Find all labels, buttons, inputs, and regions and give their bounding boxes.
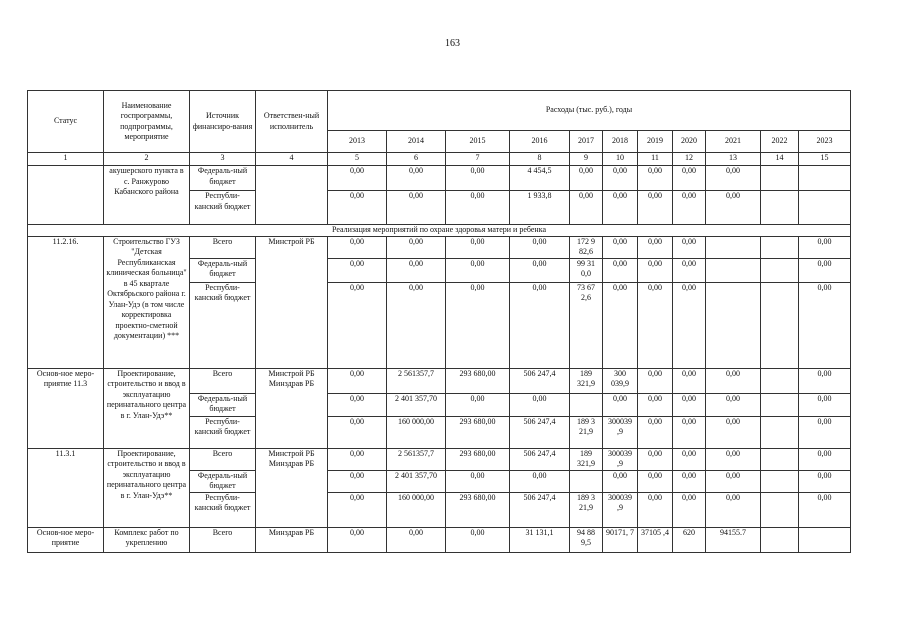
value-cell: 0,00 xyxy=(638,236,673,258)
value-cell: 506 247,4 xyxy=(510,416,570,448)
executor-cell: Минстрой РБ Минздрав РБ xyxy=(256,368,328,448)
value-cell xyxy=(706,282,761,368)
value-cell: 0,00 xyxy=(510,236,570,258)
value-cell: 0,00 xyxy=(638,282,673,368)
value-cell: 0,00 xyxy=(570,191,603,225)
table-row xyxy=(28,166,851,191)
value-cell xyxy=(761,258,799,282)
column-number: 12 xyxy=(673,153,706,166)
column-number: 9 xyxy=(570,153,603,166)
value-cell: 0,00 xyxy=(603,282,638,368)
value-cell: 0,00 xyxy=(673,492,706,527)
year-cell: 2018 xyxy=(603,131,638,153)
source-cell: Всего xyxy=(190,448,256,470)
value-cell: 0,00 xyxy=(799,492,851,527)
value-cell: 0,00 xyxy=(603,470,638,492)
value-cell: 0,00 xyxy=(446,393,510,416)
executor-cell xyxy=(256,166,328,225)
value-cell: 189 321,9 xyxy=(570,368,603,393)
value-cell: 506 247,4 xyxy=(510,448,570,470)
name-cell: Строительство ГУЗ "Детская Республиканская клиническая больница" в 45 квартале Октябрьского района г. Улан-Удэ (в том числе корректировка проектно-сметной документации) *** xyxy=(104,236,190,368)
value-cell: 0,00 xyxy=(387,191,446,225)
value-cell xyxy=(570,393,603,416)
value-cell: 0,00 xyxy=(510,282,570,368)
value-cell: 0,00 xyxy=(706,368,761,393)
value-cell: 0,00 xyxy=(446,527,510,552)
value-cell: 293 680,00 xyxy=(446,448,510,470)
value-cell: 620 xyxy=(673,527,706,552)
value-cell xyxy=(761,393,799,416)
value-cell: 0,00 xyxy=(387,527,446,552)
value-cell: 160 000,00 xyxy=(387,416,446,448)
value-cell: 0,00 xyxy=(387,166,446,191)
column-number: 6 xyxy=(387,153,446,166)
section-row xyxy=(28,225,851,237)
value-cell: 0,00 xyxy=(706,191,761,225)
value-cell: 293 680,00 xyxy=(446,492,510,527)
year-cell: 2020 xyxy=(673,131,706,153)
year-cell: 2022 xyxy=(761,131,799,153)
table-row xyxy=(28,448,851,470)
value-cell: 0,00 xyxy=(446,470,510,492)
value-cell: 0,00 xyxy=(638,492,673,527)
source-cell: Всего xyxy=(190,368,256,393)
value-cell: 506 247,4 xyxy=(510,492,570,527)
value-cell: 31 131,1 xyxy=(510,527,570,552)
value-cell: 0,00 xyxy=(638,416,673,448)
value-cell: 0,00 xyxy=(673,368,706,393)
value-cell: 300 039,9 xyxy=(603,368,638,393)
value-cell: 0,00 xyxy=(673,282,706,368)
header-executor: Ответствен-ный исполнитель xyxy=(256,91,328,153)
value-cell: 2 401 357,70 xyxy=(387,393,446,416)
value-cell: 0,00 xyxy=(673,258,706,282)
name-cell: Проектирование, строительство и ввод в эксплуатацию перинатального центра в г. Улан-Удэ** xyxy=(104,368,190,448)
value-cell: 2 561357,7 xyxy=(387,448,446,470)
value-cell: 99 31 0,0 xyxy=(570,258,603,282)
value-cell: 0,00 xyxy=(328,282,387,368)
value-cell xyxy=(761,416,799,448)
source-cell: Федераль-ный бюджет xyxy=(190,470,256,492)
value-cell xyxy=(761,166,799,191)
value-cell: 0,00 xyxy=(673,191,706,225)
value-cell: 0,00 xyxy=(446,166,510,191)
value-cell: 0,00 xyxy=(799,470,851,492)
value-cell: 0,00 xyxy=(510,470,570,492)
value-cell xyxy=(706,236,761,258)
executor-cell: Минстрой РБ Минздрав РБ xyxy=(256,448,328,527)
value-cell: 0,00 xyxy=(638,393,673,416)
source-cell: Федераль-ный бюджет xyxy=(190,258,256,282)
value-cell: 0,00 xyxy=(603,258,638,282)
value-cell: 0,00 xyxy=(799,236,851,258)
value-cell: 0,00 xyxy=(446,258,510,282)
source-cell: Всего xyxy=(190,527,256,552)
value-cell: 0,00 xyxy=(799,368,851,393)
status-cell: Основ-ное меро-приятие 11.3 xyxy=(28,368,104,448)
status-cell: Основ-ное меро-приятие xyxy=(28,527,104,552)
value-cell: 0,00 xyxy=(706,470,761,492)
value-cell: 0,00 xyxy=(706,393,761,416)
value-cell xyxy=(799,166,851,191)
value-cell xyxy=(761,470,799,492)
column-number: 1 xyxy=(28,153,104,166)
header-status: Статус xyxy=(28,91,104,153)
source-cell: Федераль-ный бюджет xyxy=(190,166,256,191)
column-number: 8 xyxy=(510,153,570,166)
value-cell: 0,00 xyxy=(387,258,446,282)
value-cell: 0,00 xyxy=(446,236,510,258)
value-cell: 0,00 xyxy=(638,470,673,492)
value-cell: 0,00 xyxy=(328,470,387,492)
column-number: 11 xyxy=(638,153,673,166)
value-cell: 2 401 357,70 xyxy=(387,470,446,492)
page-number: 163 xyxy=(445,38,460,49)
name-cell: Проектирование, строительство и ввод в эксплуатацию перинатального центра в г. Улан-Удэ** xyxy=(104,448,190,527)
value-cell: 172 9 82,6 xyxy=(570,236,603,258)
column-number: 10 xyxy=(603,153,638,166)
column-number: 3 xyxy=(190,153,256,166)
value-cell: 0,00 xyxy=(638,166,673,191)
value-cell: 0,00 xyxy=(706,166,761,191)
value-cell xyxy=(706,258,761,282)
column-number: 7 xyxy=(446,153,510,166)
column-number: 5 xyxy=(328,153,387,166)
name-cell: Комплекс работ по укреплению xyxy=(104,527,190,552)
value-cell: 0,00 xyxy=(673,416,706,448)
source-cell: Республи-канский бюджет xyxy=(190,492,256,527)
value-cell: 0,00 xyxy=(706,416,761,448)
value-cell xyxy=(761,527,799,552)
year-cell: 2013 xyxy=(328,131,387,153)
section-title: Реализация мероприятий по охране здоровья матери и ребенка xyxy=(28,225,851,237)
header-name: Наименование госпрограммы, подпрограммы, мероприятие xyxy=(104,91,190,153)
value-cell: 0,00 xyxy=(638,368,673,393)
value-cell: 0,00 xyxy=(603,393,638,416)
value-cell: 189 3 21,9 xyxy=(570,492,603,527)
value-cell: 94 88 9,5 xyxy=(570,527,603,552)
value-cell: 0,00 xyxy=(638,191,673,225)
value-cell: 2 561357,7 xyxy=(387,368,446,393)
source-cell: Республи-канский бюджет xyxy=(190,191,256,225)
value-cell: 189 321,9 xyxy=(570,448,603,470)
header-source: Источник финансиро-вания xyxy=(190,91,256,153)
value-cell: 0,00 xyxy=(638,258,673,282)
value-cell: 0,00 xyxy=(673,393,706,416)
value-cell: 0,00 xyxy=(706,492,761,527)
value-cell: 0,00 xyxy=(328,416,387,448)
value-cell: 0,00 xyxy=(799,282,851,368)
value-cell: 0,00 xyxy=(387,282,446,368)
value-cell: 0,00 xyxy=(673,236,706,258)
value-cell: 300039 ,9 xyxy=(603,416,638,448)
value-cell: 0,00 xyxy=(673,448,706,470)
value-cell: 4 454,5 xyxy=(510,166,570,191)
value-cell xyxy=(761,448,799,470)
value-cell: 0,00 xyxy=(603,191,638,225)
value-cell: 0,00 xyxy=(328,368,387,393)
value-cell: 0,00 xyxy=(638,448,673,470)
value-cell: 0,00 xyxy=(799,393,851,416)
value-cell: 0,00 xyxy=(328,492,387,527)
source-cell: Республи-канский бюджет xyxy=(190,416,256,448)
value-cell xyxy=(799,191,851,225)
value-cell: 0,00 xyxy=(603,166,638,191)
value-cell xyxy=(761,492,799,527)
status-cell: 11.2.16. xyxy=(28,236,104,368)
source-cell: Федераль-ный бюджет xyxy=(190,393,256,416)
value-cell: 73 67 2,6 xyxy=(570,282,603,368)
value-cell: 189 3 21,9 xyxy=(570,416,603,448)
value-cell: 160 000,00 xyxy=(387,492,446,527)
table-row xyxy=(28,368,851,393)
budget-table xyxy=(27,90,851,553)
name-cell: акушерского пункта в с. Ранжурово Кабанского района xyxy=(104,166,190,225)
value-cell: 300039 ,9 xyxy=(603,448,638,470)
value-cell: 506 247,4 xyxy=(510,368,570,393)
year-cell: 2017 xyxy=(570,131,603,153)
value-cell: 293 680,00 xyxy=(446,368,510,393)
value-cell: 0,00 xyxy=(387,236,446,258)
value-cell: 1 933,8 xyxy=(510,191,570,225)
column-number: 2 xyxy=(104,153,190,166)
value-cell xyxy=(761,368,799,393)
status-cell: 11.3.1 xyxy=(28,448,104,527)
year-cell: 2021 xyxy=(706,131,761,153)
table-row xyxy=(28,527,851,552)
year-cell: 2023 xyxy=(799,131,851,153)
header-expenses: Расходы (тыс. руб.), годы xyxy=(328,91,851,131)
value-cell: 0,00 xyxy=(799,258,851,282)
value-cell: 0,00 xyxy=(328,393,387,416)
column-number: 4 xyxy=(256,153,328,166)
value-cell: 293 680,00 xyxy=(446,416,510,448)
value-cell: 0,00 xyxy=(446,191,510,225)
value-cell xyxy=(799,527,851,552)
value-cell: 0,00 xyxy=(603,236,638,258)
value-cell: 0,00 xyxy=(673,166,706,191)
source-cell: Всего xyxy=(190,236,256,258)
executor-cell: Минздрав РБ xyxy=(256,527,328,552)
year-cell: 2015 xyxy=(446,131,510,153)
value-cell xyxy=(570,470,603,492)
value-cell: 0,00 xyxy=(799,448,851,470)
column-number: 13 xyxy=(706,153,761,166)
value-cell: 0,00 xyxy=(328,258,387,282)
value-cell xyxy=(761,282,799,368)
value-cell: 37105 ,4 xyxy=(638,527,673,552)
value-cell: 0,00 xyxy=(510,258,570,282)
value-cell: 0,00 xyxy=(328,191,387,225)
table-row xyxy=(28,236,851,258)
value-cell: 0,00 xyxy=(510,393,570,416)
value-cell: 0,00 xyxy=(446,282,510,368)
executor-cell: Минстрой РБ xyxy=(256,236,328,368)
year-cell: 2014 xyxy=(387,131,446,153)
value-cell: 300039 ,9 xyxy=(603,492,638,527)
value-cell: 0,00 xyxy=(328,236,387,258)
year-cell: 2016 xyxy=(510,131,570,153)
value-cell: 0,00 xyxy=(328,527,387,552)
value-cell: 0,00 xyxy=(328,448,387,470)
value-cell xyxy=(761,191,799,225)
status-cell xyxy=(28,166,104,225)
column-number: 15 xyxy=(799,153,851,166)
value-cell: 94155.7 xyxy=(706,527,761,552)
value-cell: 90171, 7 xyxy=(603,527,638,552)
value-cell: 0,00 xyxy=(706,448,761,470)
value-cell xyxy=(761,236,799,258)
value-cell: 0,00 xyxy=(328,166,387,191)
value-cell: 0,00 xyxy=(570,166,603,191)
value-cell: 0,00 xyxy=(799,416,851,448)
source-cell: Республи-канский бюджет xyxy=(190,282,256,368)
value-cell: 0,00 xyxy=(673,470,706,492)
year-cell: 2019 xyxy=(638,131,673,153)
column-number: 14 xyxy=(761,153,799,166)
